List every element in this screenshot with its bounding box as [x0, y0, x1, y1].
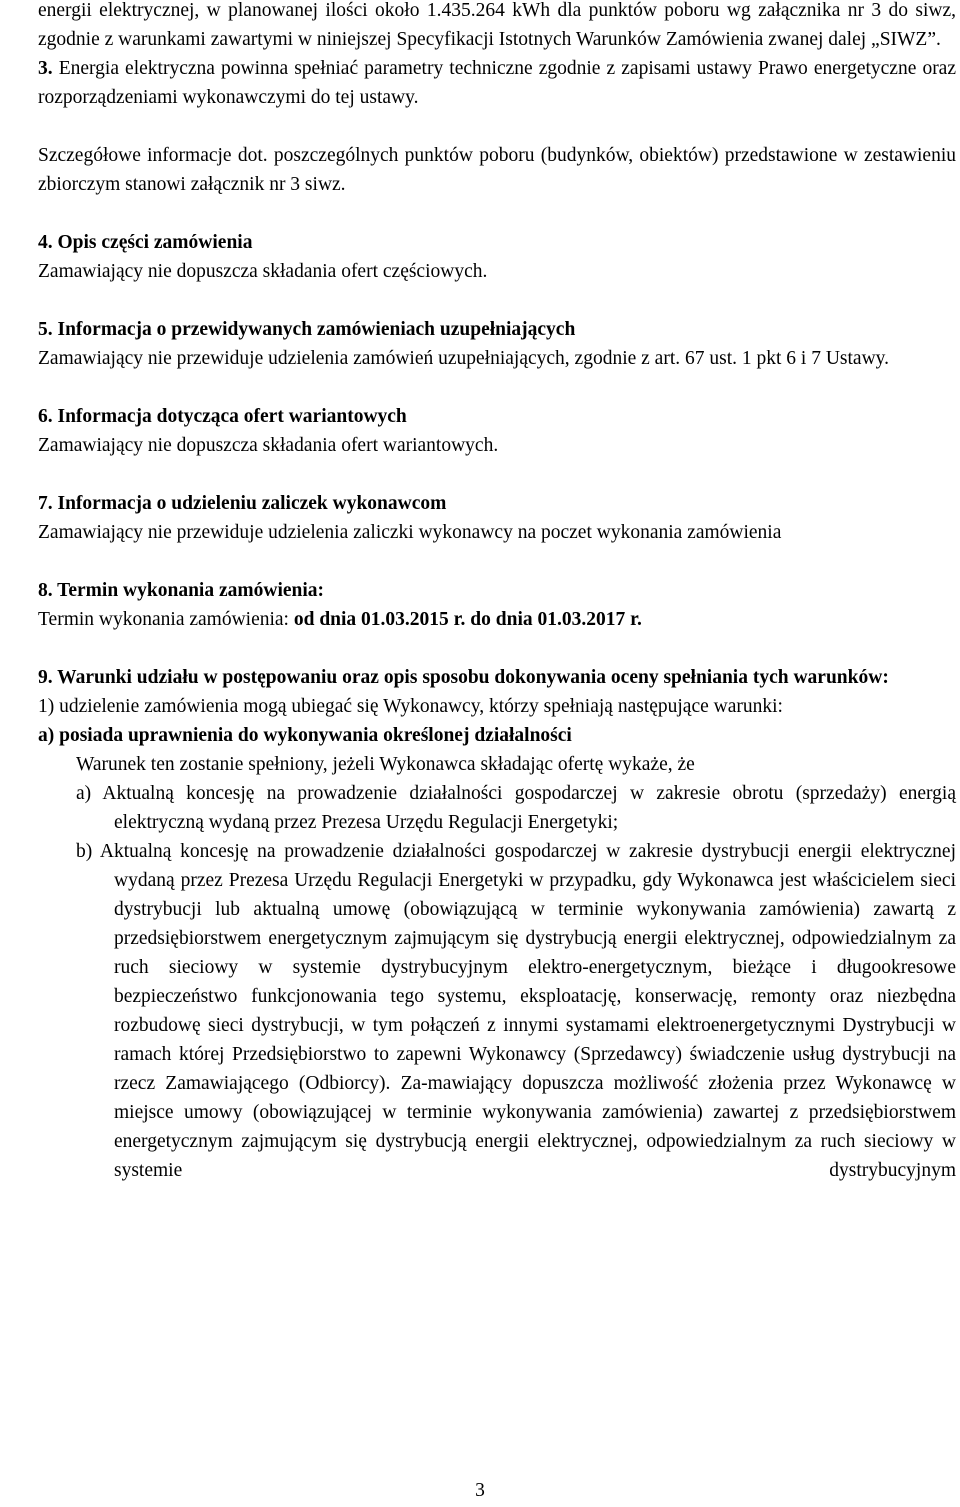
section-9-title: 9. Warunki udziału w postępowaniu oraz opis sposobu dokonywania oceny spełniania tych warunków:	[38, 667, 889, 688]
paragraph-3-number: 3.	[38, 58, 53, 79]
section-5-title: 5. Informacja o przewidywanych zamówieniach uzupełniających	[38, 319, 576, 340]
paragraph-3-text: Energia elektryczna powinna spełniać parametry techniczne zgodnie z zapisami ustawy Prawo energetyczne oraz rozporządzeniami wykonawczymi do tej ustawy.	[38, 58, 956, 108]
paragraph-3	[38, 54, 956, 112]
section-8-text-prefix: Termin wykonania zamówienia:	[38, 609, 294, 630]
section-8-text	[38, 605, 956, 634]
section-6-text: Zamawiający nie dopuszcza składania ofert wariantowych.	[38, 435, 499, 456]
section-9-item-a-intro: Warunek ten zostanie spełniony, jeżeli Wykonawca składając ofertę wykaże, że	[76, 754, 695, 775]
section-8-title: 8. Termin wykonania zamówienia:	[38, 580, 325, 601]
section-5-text: Zamawiający nie przewiduje udzielenia zamówień uzupełniających, zgodnie z art. 67 ust. 1 pkt 6 i 7 Ustawy.	[38, 348, 890, 369]
document-page	[38, 0, 956, 1185]
paragraph-intro: energii elektrycznej, w planowanej ilości około 1.435.264 kWh dla punktów poboru wg załącznika nr 3 do siwz, zgodnie z warunkami zawartymi w niniejszej Specyfikacji Istotnych Warunków Zamówienia zwanej dalej „SIWZ”.	[38, 0, 956, 50]
section-9-item-1: 1) udzielenie zamówienia mogą ubiegać się Wykonawcy, którzy spełniają następujące warunki:	[38, 696, 783, 717]
section-4-title: 4. Opis części zamówienia	[38, 232, 253, 253]
section-8-dates: od dnia 01.03.2015 r. do dnia 01.03.2017 r.	[293, 609, 642, 630]
section-4-text: Zamawiający nie dopuszcza składania ofert częściowych.	[38, 261, 488, 282]
section-9-sub-a: a) Aktualną koncesję na prowadzenie działalności gospodarczej w zakresie obrotu (sprzedaży) energią elektryczną wydaną przez Prezesa Urzędu Regulacji Energetyki;	[76, 783, 956, 833]
section-9-sub-b: b) Aktualną koncesję na prowadzenie działalności gospodarczej w zakresie dystrybucji energii elektrycznej wydaną przez Prezesa Urzędu Regulacji Energetyki w przypadku, gdy Wykonawca jest właścicielem sieci dystrybucji lub aktualną umowę (obowiązującą w terminie wykonywania zamówienia) zawartą z przedsiębiorstwem energetycznym zajmującym się dystrybucją energii elektrycznej, odpowiedzialnym za ruch sieciowy w systemie dystrybucyjnym elektro-energetycznym, bieżące i długookresowe bezpieczeństwo funkcjonowania tego systemu, eksploatację, konserwację, remonty oraz niezbędna rozbudowę sieci dystrybucji, w tym połączeń z innymi systamami elektroenergetycznymi Dystrybucji w ramach której Przedsiębiorstwo to zapewni Wykonawcy (Sprzedawcy) świadczenie usług dystrybucji na rzecz Zamawiającego (Odbiorcy). Za-mawiający dopuszcza możliwość złożenia przez Wykonawcę w miejsce umowy (obowiązującej w terminie wykonywania zamówienia) zawartej z przedsiębiorstwem energetycznym zajmującym się dystrybucją energii elektrycznej, odpowiedzialnym za ruch sieciowy w systemie dystrybucyjnym	[76, 841, 956, 1181]
section-7-title: 7. Informacja o udzieleniu zaliczek wykonawcom	[38, 493, 447, 514]
page-number: 3	[475, 1480, 485, 1501]
section-9-item-a-title: a) posiada uprawnienia do wykonywania określonej działalności	[38, 725, 572, 746]
section-6-title: 6. Informacja dotycząca ofert wariantowych	[38, 406, 407, 427]
paragraph-details: Szczegółowe informacje dot. poszczególnych punktów poboru (budynków, obiektów) przedstawione w zestawieniu zbiorczym stanowi załącznik nr 3 siwz.	[38, 145, 956, 195]
section-7-text: Zamawiający nie przewiduje udzielenia zaliczki wykonawcy na poczet wykonania zamówienia	[38, 522, 782, 543]
